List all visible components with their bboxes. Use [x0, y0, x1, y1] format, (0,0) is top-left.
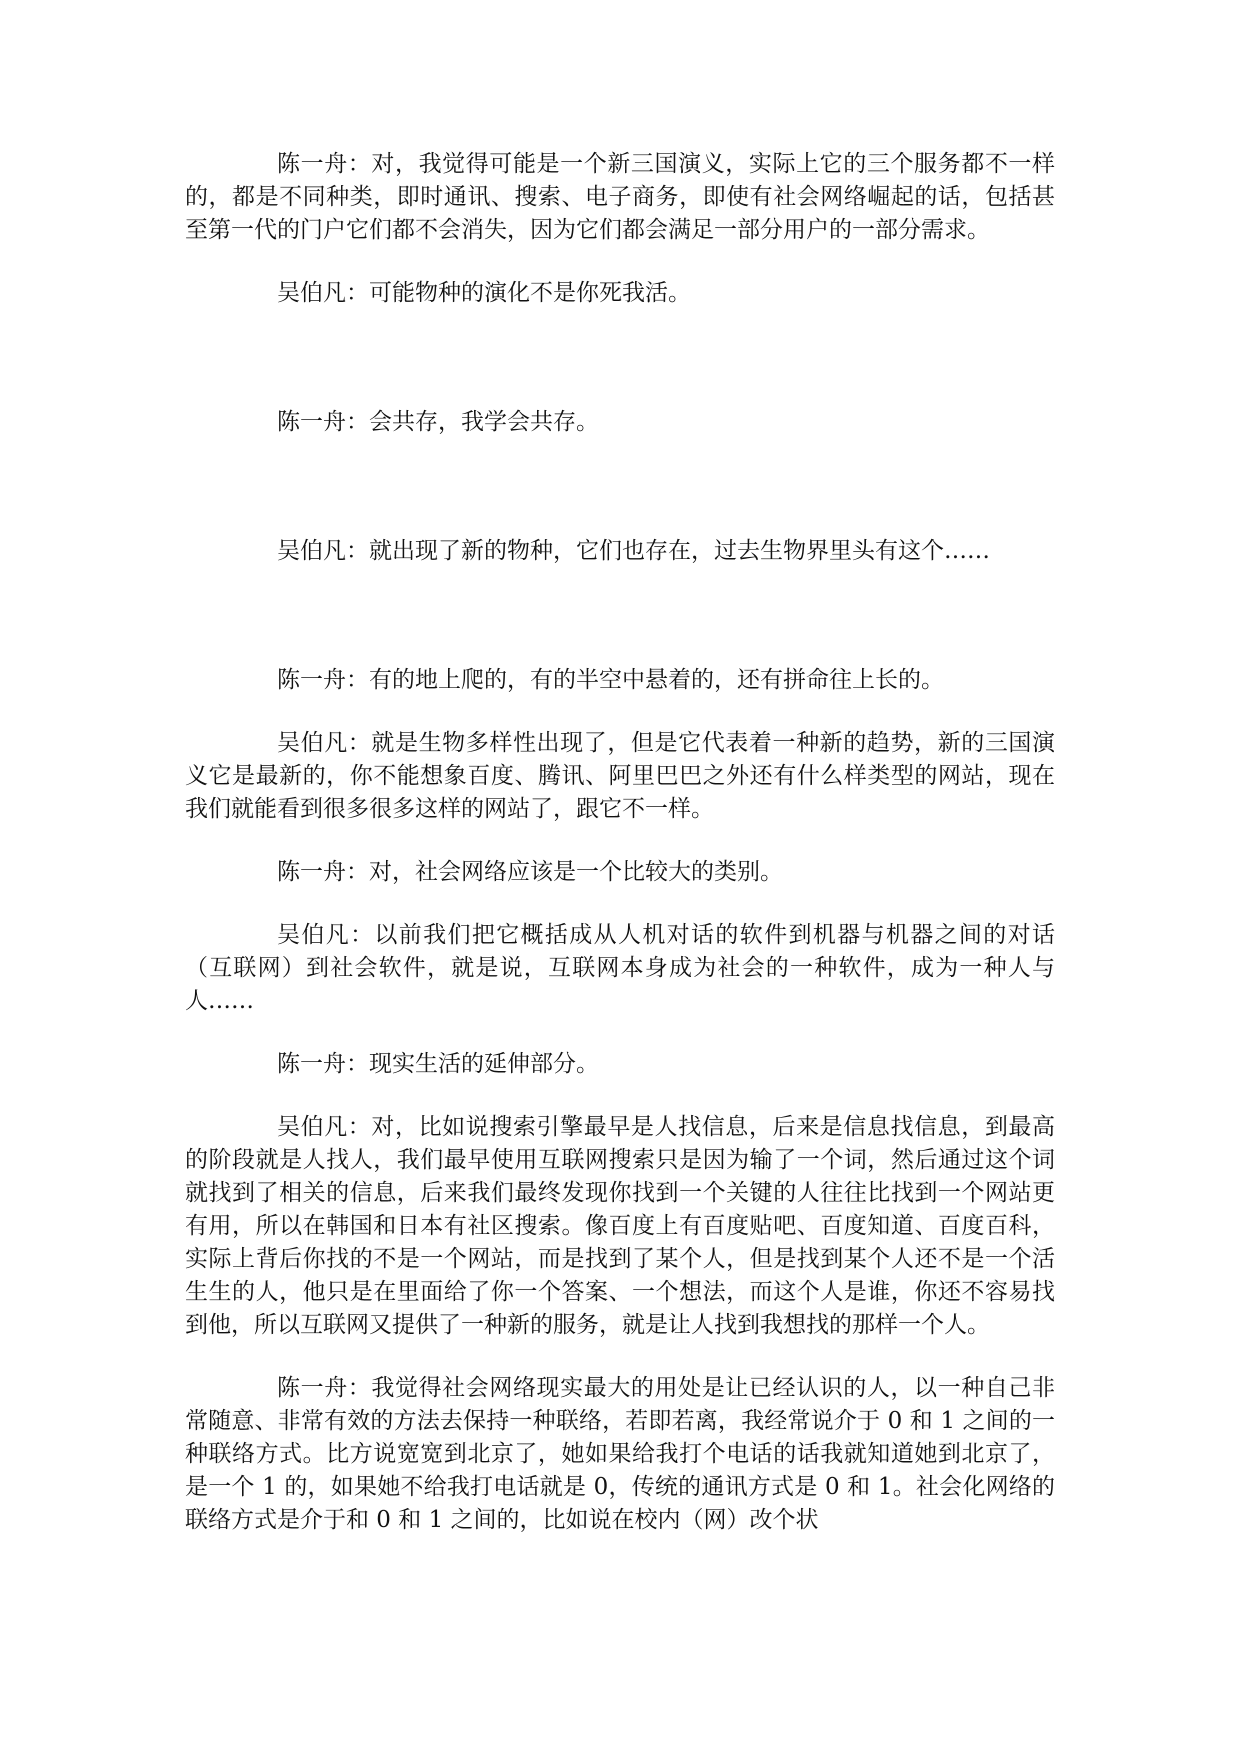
paragraph-6: 吴伯凡：就是生物多样性出现了，但是它代表着一种新的趋势，新的三国演义它是最新的，你不能想象百度、腾讯、阿里巴巴之外还有什么样类型的网站，现在我们就能看到很多很多这样的网站了，跟它不一样。: [185, 730, 1055, 822]
paragraph-7: 陈一舟：对，社会网络应该是一个比较大的类别。: [277, 859, 783, 885]
paragraph-3: 陈一舟：会共存，我学会共存。: [277, 409, 599, 435]
paragraph-5: 陈一舟：有的地上爬的，有的半空中悬着的，还有拼命往上长的。: [277, 667, 944, 693]
document-body: [185, 148, 1055, 1537]
paragraph-9: 陈一舟：现实生活的延伸部分。: [277, 1051, 599, 1077]
paragraph-2: 吴伯凡：可能物种的演化不是你死我活。: [277, 280, 691, 306]
paragraph-11: 陈一舟：我觉得社会网络现实最大的用处是让已经认识的人，以一种自己非常随意、非常有效的方法去保持一种联络，若即若离，我经常说介于 0 和 1 之间的一种联络方式。比方说宽宽到北京了，她如果给我打个电话的话我就知道她到北京了，是一个 1 的，如果她不给我打电话就是 0，传统的通讯方式是 0 和 1。社会化网络的联络方式是介于和 0 和 1 之间的，比如说在校内（网）改个状: [185, 1375, 1055, 1533]
paragraph-10: 吴伯凡：对，比如说搜索引擎最早是人找信息，后来是信息找信息，到最高的阶段就是人找人，我们最早使用互联网搜索只是因为输了一个词，然后通过这个词就找到了相关的信息，后来我们最终发现你找到一个关键的人往往比找到一个网站更有用，所以在韩国和日本有社区搜索。像百度上有百度贴吧、百度知道、百度百科，实际上背后你找的不是一个网站，而是找到了某个人，但是找到某个人还不是一个活生生的人，他只是在里面给了你一个答案、一个想法，而这个人是谁，你还不容易找到他，所以互联网又提供了一种新的服务，就是让人找到我想找的那样一个人。: [185, 1114, 1055, 1338]
paragraph-1: 陈一舟：对，我觉得可能是一个新三国演义，实际上它的三个服务都不一样的，都是不同种类，即时通讯、搜索、电子商务，即使有社会网络崛起的话，包括甚至第一代的门户它们都不会消失，因为它们都会满足一部分用户的一部分需求。: [185, 151, 1055, 243]
paragraph-4: 吴伯凡：就出现了新的物种，它们也存在，过去生物界里头有这个……: [277, 538, 990, 564]
paragraph-8: 吴伯凡：以前我们把它概括成从人机对话的软件到机器与机器之间的对话（互联网）到社会软件，就是说，互联网本身成为社会的一种软件，成为一种人与人……: [185, 922, 1055, 1014]
